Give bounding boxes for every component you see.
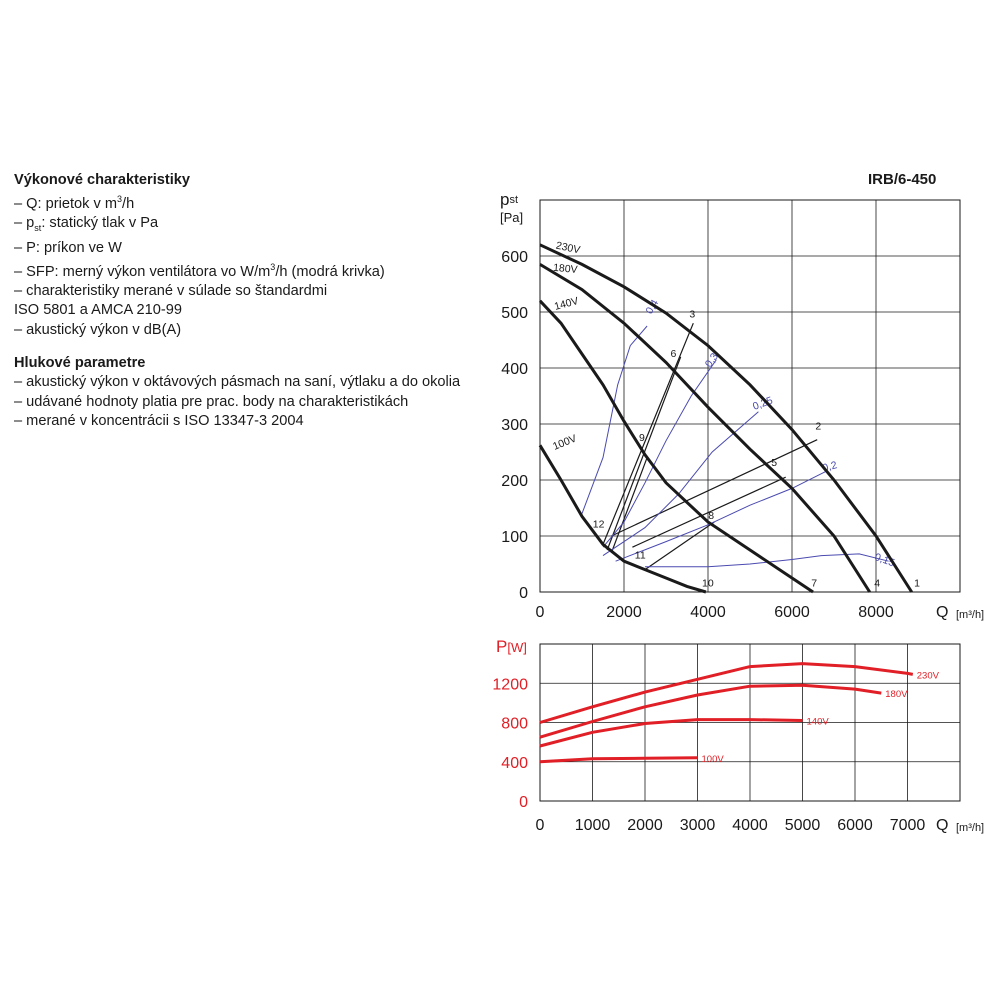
x-tick-label: 0 xyxy=(535,817,545,834)
x-tick-label: 6000 xyxy=(837,817,873,834)
sfp-curve xyxy=(582,326,647,514)
y-tick-label: 400 xyxy=(501,754,528,772)
system-line-label: 9 xyxy=(639,431,645,444)
sfp-label: 0,25 xyxy=(751,394,775,413)
pressure-curve-label: 100V xyxy=(551,432,579,453)
x-tick-label: 1000 xyxy=(574,817,611,834)
system-line-label: 11 xyxy=(634,549,646,562)
y-axis-label: pst xyxy=(500,190,519,209)
system-line-label: 12 xyxy=(592,518,605,531)
system-line-label: 4 xyxy=(874,577,881,590)
system-line-label: 1 xyxy=(914,577,920,590)
y-tick-label: 200 xyxy=(501,473,528,490)
power-curve xyxy=(540,758,698,762)
x-axis-label: Q xyxy=(936,604,949,621)
noise-title: Hlukové parametre xyxy=(14,355,146,371)
x-axis-label: Q xyxy=(936,817,949,834)
sfp-curve xyxy=(603,360,716,548)
x-tick-label: 0 xyxy=(535,604,545,621)
x-tick-label: 2000 xyxy=(606,604,642,621)
model-code: IRB/6-450 xyxy=(868,171,937,188)
system-line-label: 10 xyxy=(702,577,714,590)
system-line-label: 5 xyxy=(771,457,778,469)
sfp-label: 0,2 xyxy=(821,459,839,475)
sfp-label: 0,15 xyxy=(872,551,897,570)
power-curve-label: 100V xyxy=(701,753,724,765)
y-axis-label: P[W] xyxy=(496,637,527,656)
x-axis-unit: [m³/h] xyxy=(956,609,985,621)
y-tick-label: 300 xyxy=(501,417,528,434)
performance-item: – Q: prietok v $m^3/h$ xyxy=(14,194,135,213)
performance-item: ISO 5801 a AMCA 210-99 xyxy=(14,302,182,319)
x-tick-label: 7000 xyxy=(889,817,926,834)
y-tick-label: 600 xyxy=(501,249,528,266)
system-line-label: 3 xyxy=(689,308,696,321)
y-tick-label: 0 xyxy=(519,794,528,811)
power-curve-label: 140V xyxy=(806,716,829,728)
x-tick-label: 8000 xyxy=(858,604,894,621)
system-line-label: 6 xyxy=(670,347,677,360)
y-tick-label: 1200 xyxy=(492,676,528,694)
power-curve-label: 180V xyxy=(885,689,908,701)
performance-item: – P: príkon ve W xyxy=(14,239,122,256)
performance-item: – SFP: merný výkon ventilátora vo $W/m^3/h$ (modrá krivka) xyxy=(14,261,385,280)
sfp-label: 0,3 xyxy=(702,350,721,370)
y-tick-label: 800 xyxy=(501,715,528,733)
x-axis-unit: [m³/h] xyxy=(956,822,985,834)
y-tick-label: 0 xyxy=(519,585,528,602)
pressure-curve xyxy=(540,245,912,592)
performance-item: – $p^{st}$: statický tlak v Pa xyxy=(14,215,159,234)
x-tick-label: 4000 xyxy=(732,817,768,834)
system-line-label: 8 xyxy=(708,510,715,523)
sfp-label: 0,4 xyxy=(643,297,662,317)
pressure-curve-label: 230V xyxy=(554,239,582,257)
power-curve xyxy=(540,664,913,723)
y-tick-label: 500 xyxy=(501,305,528,322)
performance-title: Výkonové charakteristiky xyxy=(14,172,191,188)
plot-frame xyxy=(540,200,960,592)
noise-item: – udávané hodnoty platia pre prac. body na charakteristikách xyxy=(14,393,409,410)
y-tick-label: 100 xyxy=(501,529,528,546)
x-tick-label: 3000 xyxy=(679,817,716,834)
noise-item: – merané v koncentrácii s ISO 13347-3 2004 xyxy=(14,412,304,429)
system-line xyxy=(603,323,693,544)
y-tick-label: 400 xyxy=(501,361,528,378)
system-line-label: 2 xyxy=(815,420,822,433)
power-curve-label: 230V xyxy=(916,670,939,682)
noise-item: – akustický výkon v oktávových pásmach na saní, výtlaku a do okolia xyxy=(14,374,461,391)
power-curve xyxy=(540,720,803,746)
pressure-curve-label: 180V xyxy=(552,261,579,276)
performance-item: – akustický výkon v dB(A) xyxy=(14,321,182,338)
power-curve xyxy=(540,685,881,737)
x-tick-label: 6000 xyxy=(774,604,810,621)
x-tick-label: 2000 xyxy=(627,817,663,834)
performance-item: – charakteristiky merané v súlade so štandardmi xyxy=(14,283,328,300)
x-tick-label: 5000 xyxy=(784,817,821,834)
y-axis-unit: [Pa] xyxy=(500,210,524,225)
system-line-label: 7 xyxy=(811,577,818,590)
x-tick-label: 4000 xyxy=(690,604,726,621)
pressure-curve xyxy=(540,445,706,592)
pressure-curve-label: 140V xyxy=(553,294,580,313)
